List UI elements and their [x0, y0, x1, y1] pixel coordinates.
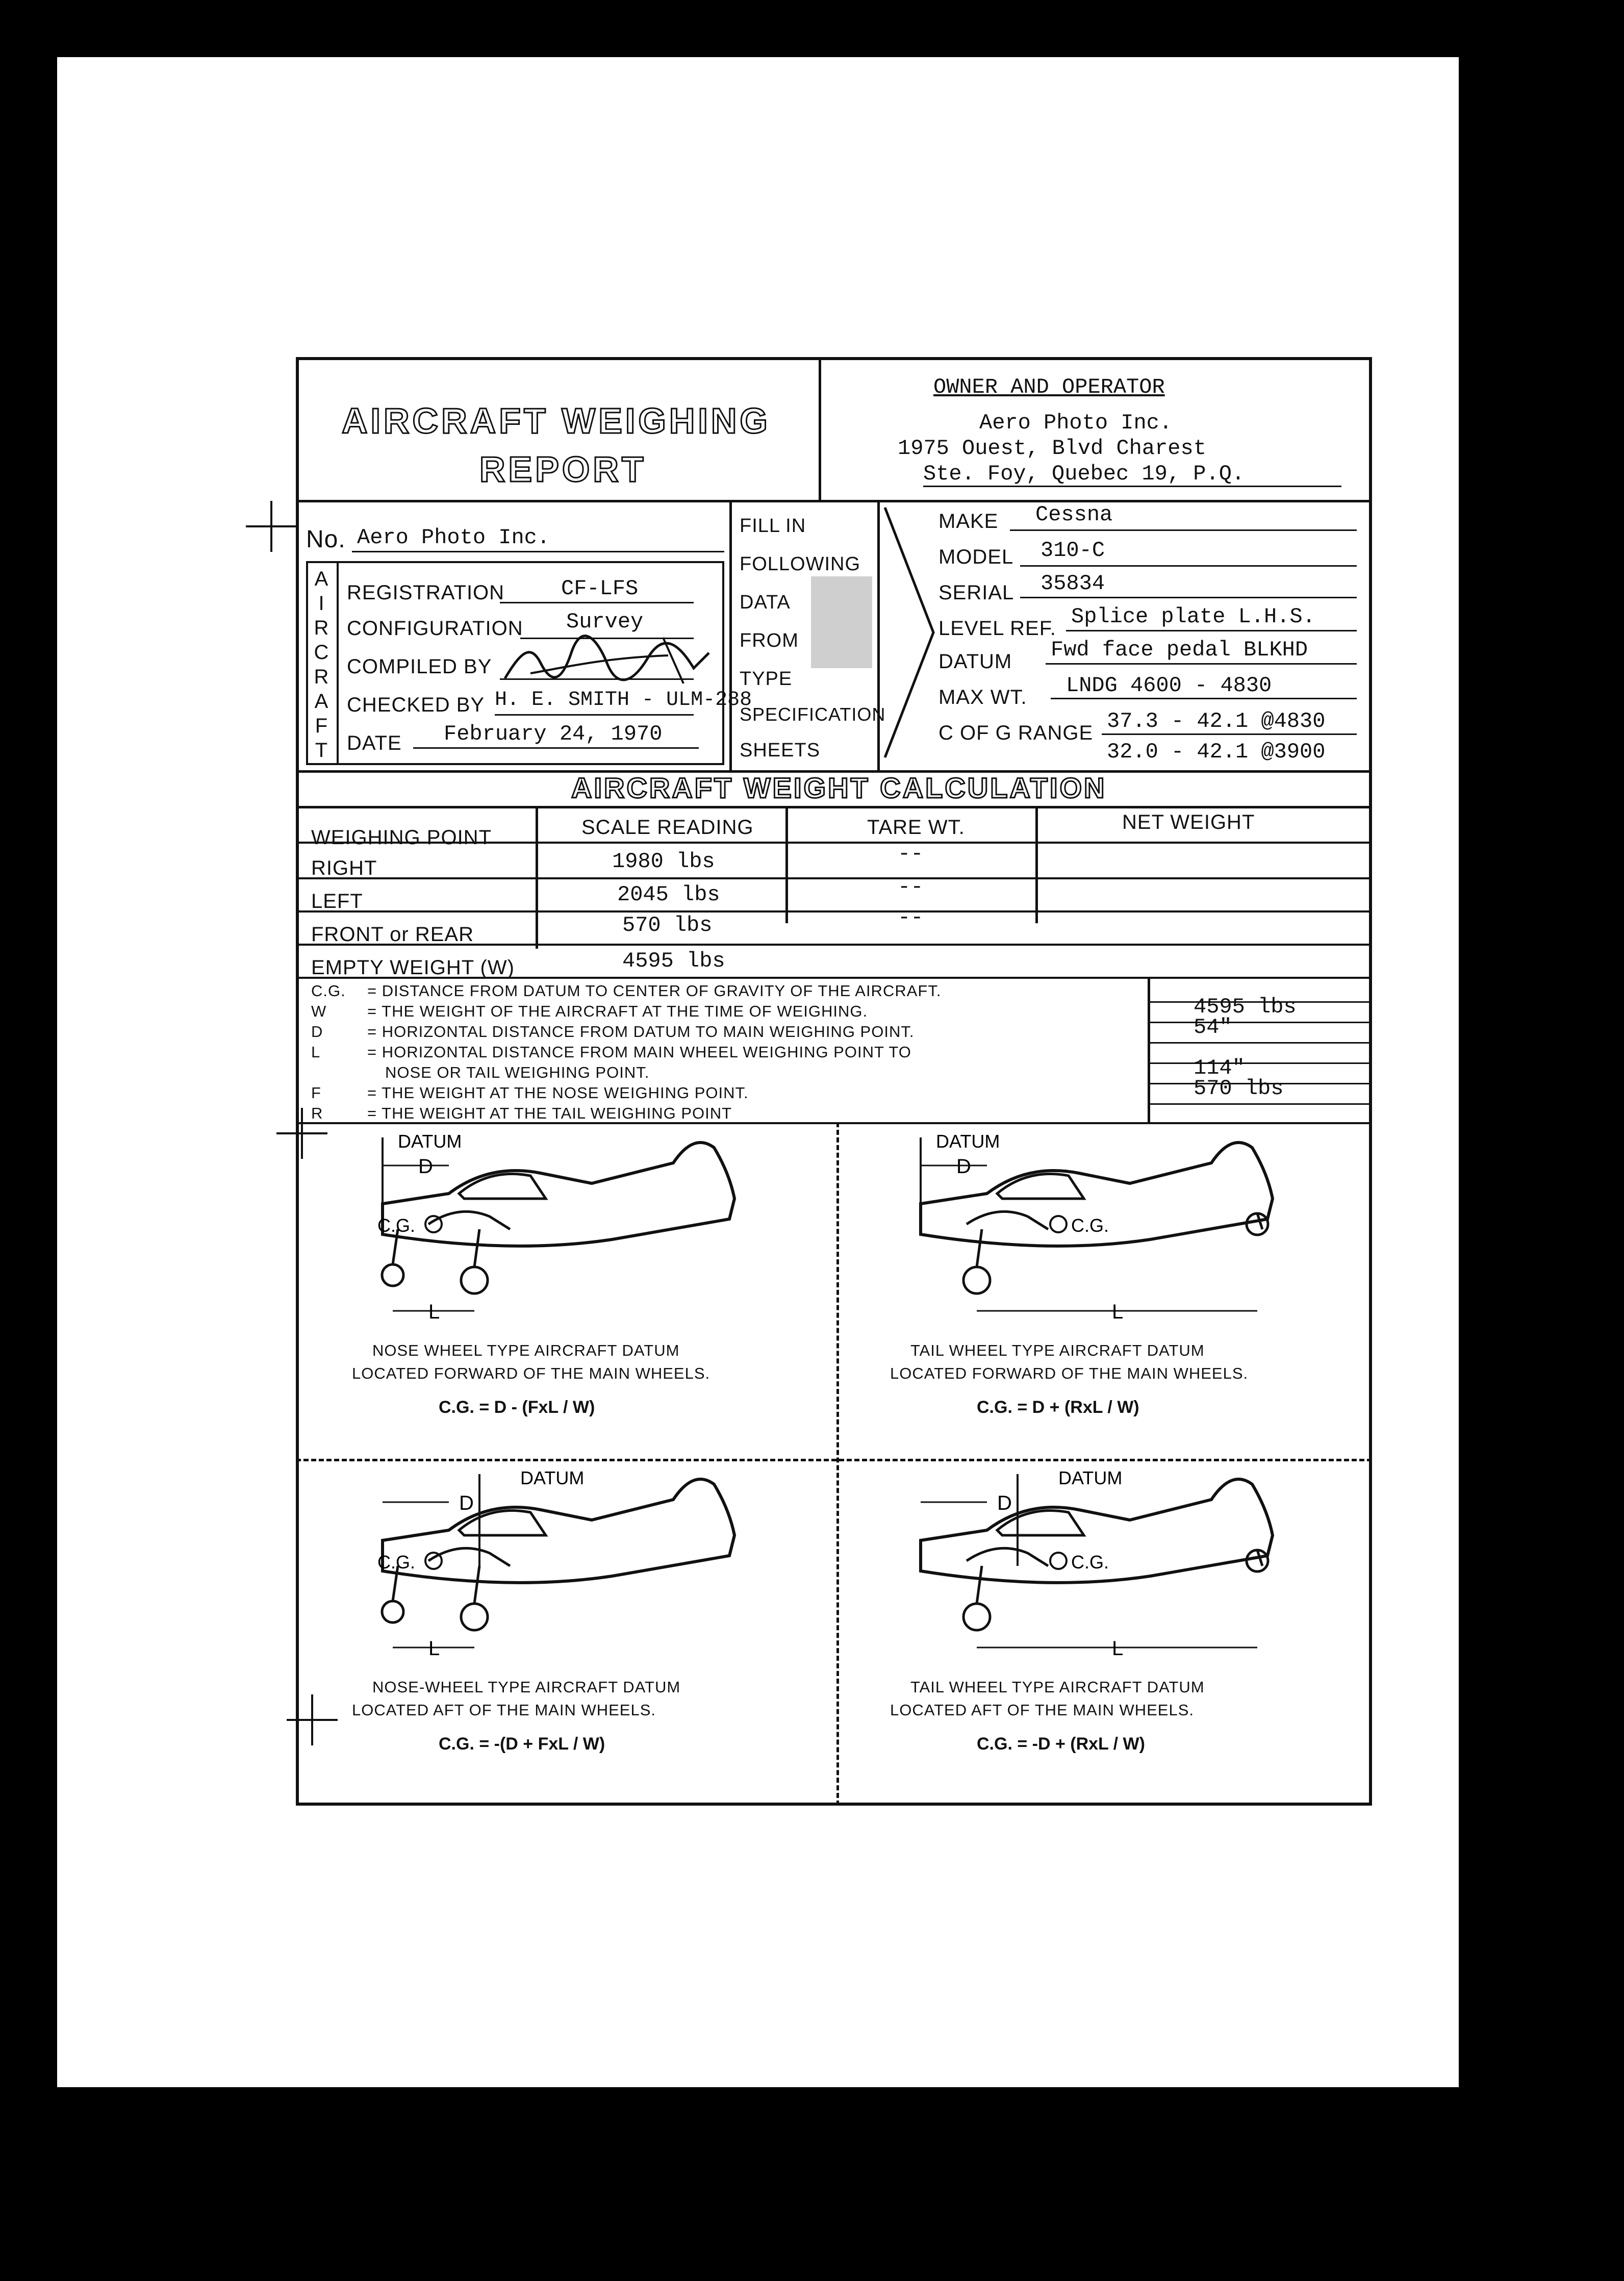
owner-address-2: Ste. Foy, Quebec 19, P.Q. — [923, 462, 1245, 486]
legend-key: W — [311, 1002, 327, 1020]
empty-weight-label: EMPTY WEIGHT (W) — [311, 956, 515, 979]
legend-line: = DISTANCE FROM DATUM TO CENTER OF GRAVITY OF THE AIRCRAFT. — [367, 982, 942, 1000]
empty-weight-value: 4595 lbs — [622, 949, 725, 973]
date-label: DATE — [347, 732, 402, 754]
diagram-caption: NOSE-WHEEL TYPE AIRCRAFT DATUM — [372, 1678, 681, 1696]
l-label: L — [428, 1301, 440, 1323]
cg-range-value-2: 32.0 - 42.1 @3900 — [1107, 740, 1326, 764]
legend-line: NOSE OR TAIL WEIGHING POINT. — [385, 1063, 650, 1081]
aircraft-side-letter: R — [314, 666, 329, 688]
model-label: MODEL — [938, 546, 1014, 568]
diagram-caption: TAIL WHEEL TYPE AIRCRAFT DATUM — [910, 1341, 1205, 1359]
report-title: AIRCRAFT WEIGHING — [342, 401, 771, 441]
cg-formula: C.G. = D + (RxL / W) — [977, 1398, 1139, 1417]
aircraft-diagram — [844, 1127, 1364, 1341]
aircraft-number: Aero Photo Inc. — [357, 525, 550, 550]
cg-formula: C.G. = -(D + FxL / W) — [439, 1734, 605, 1754]
legend-key: L — [311, 1043, 321, 1061]
make-value: Cessna — [1035, 502, 1113, 527]
aircraft-side-letter: F — [315, 715, 328, 737]
l-label: L — [428, 1637, 440, 1660]
datum-value: Fwd face pedal BLKHD — [1051, 638, 1308, 662]
legend-line: = HORIZONTAL DISTANCE FROM DATUM TO MAIN WEIGHING POINT. — [367, 1023, 915, 1041]
col-scale-reading: SCALE READING — [581, 816, 754, 839]
cg-formula: C.G. = -D + (RxL / W) — [977, 1734, 1145, 1754]
registration-mark — [241, 496, 302, 557]
row-right-label: RIGHT — [311, 857, 377, 879]
row-left-tare: -- — [898, 875, 924, 899]
checked-by-value: H. E. SMITH - ULM-288 — [495, 689, 752, 712]
diagram-caption: TAIL WHEEL TYPE AIRCRAFT DATUM — [910, 1678, 1205, 1696]
d-label: D — [418, 1155, 433, 1178]
legend-value: 54" — [1194, 1015, 1232, 1040]
legend-key: F — [311, 1084, 321, 1102]
cg-label: C.G. — [377, 1552, 416, 1573]
row-front-scale: 570 lbs — [622, 913, 713, 937]
no-label: No. — [306, 526, 346, 553]
cg-formula: C.G. = D - (FxL / W) — [439, 1398, 595, 1417]
col-net-weight: NET WEIGHT — [1122, 811, 1255, 833]
diagram-caption: LOCATED AFT OF THE MAIN WHEELS. — [352, 1701, 656, 1719]
configuration-value: Survey — [566, 610, 644, 634]
legend-line: = THE WEIGHT OF THE AIRCRAFT AT THE TIME OF WEIGHING. — [367, 1002, 868, 1020]
legend-value: 114" — [1194, 1056, 1245, 1080]
d-label: D — [997, 1492, 1012, 1514]
aircraft-side-letter: T — [315, 739, 328, 762]
weighing-report-form — [296, 357, 1372, 1806]
date-value: February 24, 1970 — [444, 722, 663, 746]
fill-in-5: TYPE — [740, 668, 793, 690]
row-left-label: LEFT — [311, 890, 363, 913]
row-right-tare: -- — [898, 842, 924, 866]
row-front-label: FRONT or REAR — [311, 923, 474, 946]
aircraft-side-letter: I — [318, 592, 324, 615]
legend-value: 570 lbs — [1194, 1076, 1284, 1101]
max-wt-label: MAX WT. — [938, 686, 1027, 708]
owner-heading: OWNER AND OPERATOR — [933, 375, 1165, 399]
diagram-caption: NOSE WHEEL TYPE AIRCRAFT DATUM — [372, 1341, 680, 1359]
owner-address-1: 1975 Ouest, Blvd Charest — [898, 436, 1206, 461]
aircraft-side-letter: A — [314, 690, 328, 713]
legend-line: = HORIZONTAL DISTANCE FROM MAIN WHEEL WEIGHING POINT TO — [367, 1043, 911, 1061]
diagram-caption: LOCATED AFT OF THE MAIN WHEELS. — [890, 1701, 1194, 1719]
checked-by-label: CHECKED BY — [347, 694, 485, 716]
cg-label: C.G. — [377, 1215, 416, 1236]
cg-label: C.G. — [1071, 1552, 1109, 1573]
datum-label: DATUM — [520, 1467, 585, 1488]
fill-in-3: DATA — [740, 592, 791, 613]
aircraft-side-letter: C — [314, 641, 329, 664]
make-label: MAKE — [938, 510, 999, 533]
d-label: D — [459, 1492, 474, 1514]
datum-label: DATUM — [936, 1131, 1000, 1152]
fill-in-4: FROM — [740, 630, 799, 651]
legend-value: 4595 lbs — [1194, 995, 1297, 1019]
registration-label: REGISTRATION — [347, 581, 505, 604]
fill-in-2: FOLLOWING — [740, 553, 861, 575]
col-tare-wt: TARE WT. — [867, 816, 965, 839]
owner-name: Aero Photo Inc. — [979, 411, 1173, 435]
diagram-caption: LOCATED FORWARD OF THE MAIN WHEELS. — [890, 1364, 1249, 1382]
legend-key: D — [311, 1023, 323, 1041]
aircraft-side-letter: A — [314, 568, 328, 590]
legend-line: = THE WEIGHT AT THE TAIL WEIGHING POINT — [367, 1104, 732, 1122]
datum-label: DATUM — [398, 1131, 462, 1152]
cg-range-value-1: 37.3 - 42.1 @4830 — [1107, 709, 1326, 733]
model-value: 310-C — [1041, 538, 1105, 563]
legend-line: = THE WEIGHT AT THE NOSE WEIGHING POINT. — [367, 1084, 749, 1102]
l-label: L — [1112, 1637, 1124, 1660]
calc-heading: AIRCRAFT WEIGHT CALCULATION — [571, 772, 1107, 804]
row-front-tare: -- — [898, 905, 924, 930]
diagram-caption: LOCATED FORWARD OF THE MAIN WHEELS. — [352, 1364, 711, 1382]
legend-key: R — [311, 1104, 323, 1122]
max-wt-value: LNDG 4600 - 4830 — [1066, 673, 1272, 698]
aircraft-diagram — [306, 1464, 826, 1678]
aircraft-side-letter: R — [314, 617, 329, 639]
report-title-line2: REPORT — [479, 449, 647, 489]
l-label: L — [1112, 1301, 1124, 1323]
level-ref-value: Splice plate L.H.S. — [1071, 604, 1315, 629]
cg-label: C.G. — [1071, 1215, 1109, 1236]
stamp-smudge — [811, 576, 872, 668]
fill-in-7: SHEETS — [740, 740, 821, 761]
registration-value: CF-LFS — [561, 576, 639, 601]
aircraft-diagram — [306, 1127, 826, 1341]
compiled-by-label: COMPILED BY — [347, 655, 492, 678]
level-ref-label: LEVEL REF. — [938, 617, 1056, 640]
serial-value: 35834 — [1041, 571, 1105, 596]
serial-label: SERIAL — [938, 581, 1014, 604]
configuration-label: CONFIGURATION — [347, 617, 523, 640]
arrow-icon — [882, 505, 938, 760]
col-weighing-point: WEIGHING POINT — [311, 826, 492, 849]
compiled-by-signature — [500, 632, 714, 689]
fill-in-1: FILL IN — [740, 515, 806, 537]
cg-range-label: C OF G RANGE — [938, 722, 1094, 744]
datum-label: DATUM — [938, 650, 1012, 673]
row-right-scale: 1980 lbs — [612, 849, 715, 874]
d-label: D — [956, 1155, 971, 1178]
row-left-scale: 2045 lbs — [617, 882, 720, 907]
fill-in-6: SPECIFICATION — [740, 704, 886, 725]
legend-key: C.G. — [311, 982, 346, 1000]
datum-label: DATUM — [1058, 1467, 1123, 1488]
aircraft-diagram — [844, 1464, 1364, 1678]
